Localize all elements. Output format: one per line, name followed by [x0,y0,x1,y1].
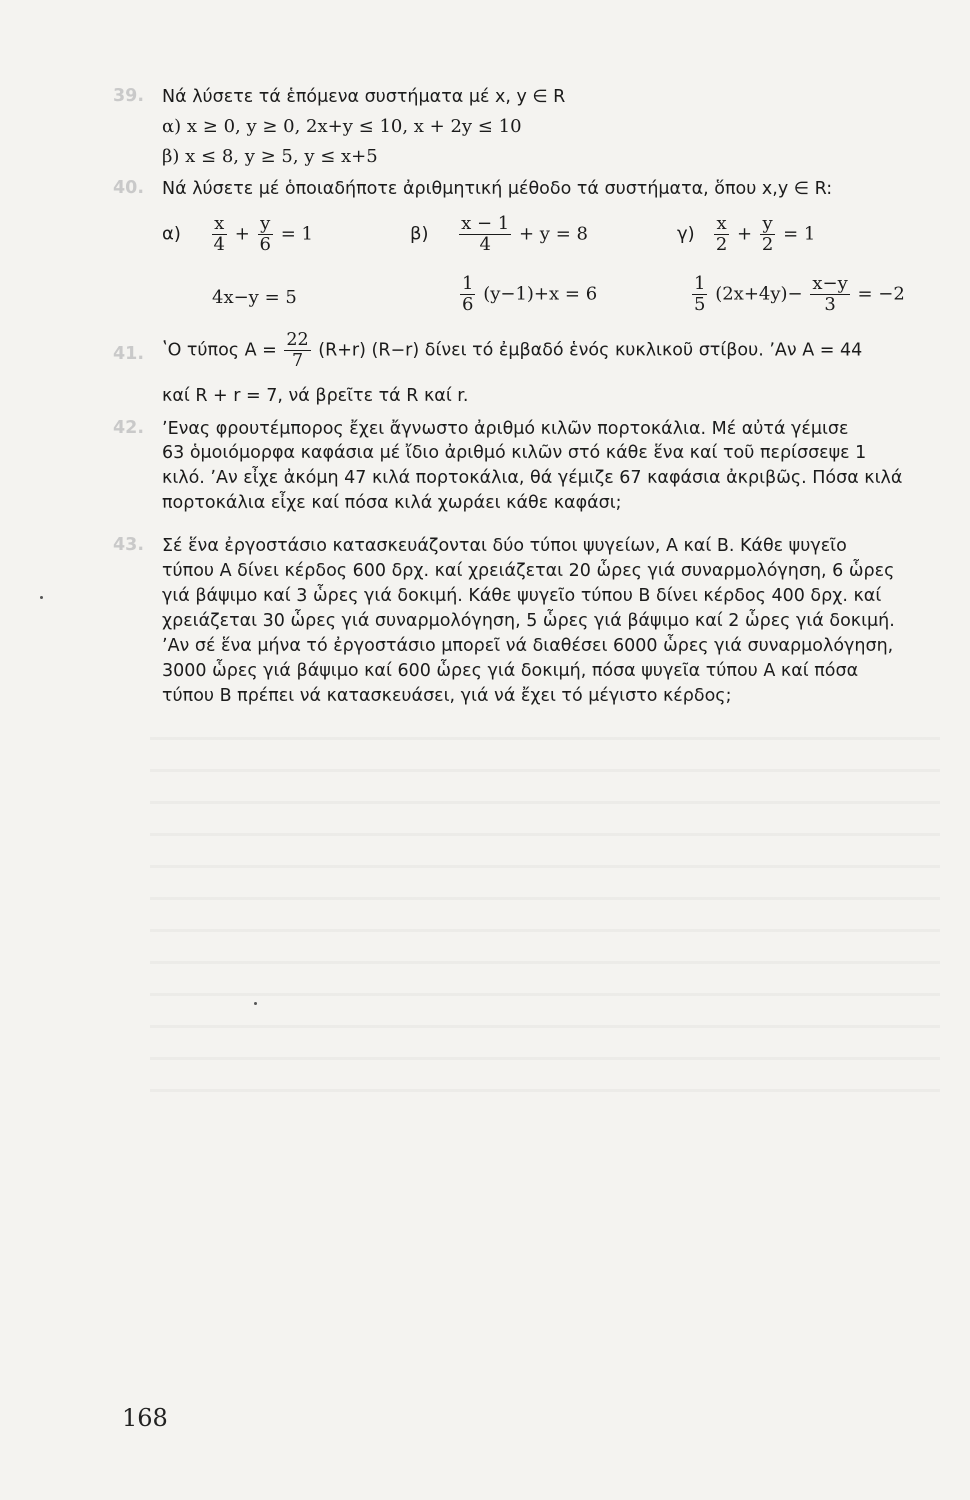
label-a: α) [162,223,181,245]
speck [40,596,43,599]
exercise-40-c-eq1: γ) $\frac{x}{2}$ + $\frac{y}{2}$ = 1 [677,213,816,255]
speck [254,1002,257,1005]
exercise-43-line: ʼΑν σέ ἕνα μήνα τό ἐργοστάσιο μπορεῖ νά διαθέσει 6000 ὧρες γιά συναρμολόγηση, [162,636,894,656]
exercise-40-text: Νά λύσετε μέ ὁποιαδήποτε ἀριθμητική μέθοδο τά συστήματα, ὅπου x,y ∈ R: [162,179,833,199]
label-b: β) [410,223,429,245]
fraction: $\frac{y}{2}$ [761,213,774,255]
exercise-42-line: πορτοκάλια εἶχε καί πόσα κιλά χωράει κάθε καφάσι; [162,493,622,513]
exercise-42-line: κιλό. ʼΑν εἶχε ἀκόμη 47 κιλά πορτοκάλια, θά γέμιζε 67 καφάσια ἀκριβῶς. Πόσα κιλά [162,468,903,488]
exercise-43-line: Σέ ἕνα ἐργοστάσιο κατασκευάζονται δύο τύποι ψυγείων, A καί B. Κάθε ψυγεῖο [162,536,847,556]
exercise-41-line-1: ʽΟ τύπος A = $\frac{22}{7}$ (R+r) (R−r) δίνει τό ἐμβαδό ἑνός κυκλικοῦ στίβου. ʼΑν A = 44 [162,330,863,371]
exercise-39-number: 39. [113,86,145,106]
exercise-40-number: 40. [113,178,145,198]
page-number: 168 [122,1404,168,1432]
exercise-42-line: 63 ὁμοιόμορφα καφάσια μέ ἴδιο ἀριθμό κιλῶν στό κάθε ἕνα καί τοῦ περίσσεψε 1 [162,443,867,463]
exercise-40-b-eq1: β) $\frac{x - 1}{4}$ + y = 8 [410,213,588,255]
fraction: $\frac{x - 1}{4}$ [461,213,510,255]
exercise-43-number: 43. [113,535,145,555]
label-c: γ) [677,223,695,245]
exercise-39-system-a: α) x ≥ 0, y ≥ 0, 2x+y ≤ 10, x + 2y ≤ 10 [162,116,522,137]
fraction: $\frac{1}{6}$ [462,273,474,315]
exercise-43-line: χρειάζεται 30 ὧρες γιά συναρμολόγηση, 5 ὧρες γιά βάψιμο καί 2 ὧρες γιά δοκιμή. [162,611,895,631]
exercise-40-c-eq2: $\frac{1}{5}$ (2x+4y)− $\frac{x-y}{3}$ = −2 [694,273,905,315]
exercise-43-line: τύπου A δίνει κέρδος 600 δρχ. καί χρειάζεται 20 ὧρες γιά συναρμολόγηση, 6 ὧρες [162,561,895,581]
fraction: $\frac{y}{6}$ [259,213,271,255]
exercise-41-number: 41. [113,344,145,364]
exercise-40-a-eq2: 4x−y = 5 [212,287,297,308]
exercise-39-text: Νά λύσετε τά ἑπόμενα συστήματα μέ x, y ∈ R [162,87,566,107]
show-through-text [150,715,940,1115]
fraction: $\frac{1}{5}$ [694,273,706,315]
exercise-43-line: 3000 ὧρες γιά βάψιμο καί 600 ὧρες γιά δοκιμή, πόσα ψυγεῖα τύπου A καί πόσα [162,661,859,681]
exercise-40-a-eq1: α) $\frac{x}{4}$ + $\frac{y}{6}$ = 1 [162,213,313,255]
exercise-39-system-b: β) x ≤ 8, y ≥ 5, y ≤ x+5 [162,146,378,167]
fraction: $\frac{x}{2}$ [715,213,728,255]
fraction-22-7: $\frac{22}{7}$ [286,330,309,371]
exercise-41-line-2: καί R + r = 7, νά βρεῖτε τά R καί r. [162,386,469,406]
exercise-42-line: ʼΕνας φρουτέμπορος ἔχει ἄγνωστο ἀριθμό κιλῶν πορτοκάλια. Μέ αὐτά γέμισε [162,419,849,439]
exercise-40-b-eq2: $\frac{1}{6}$ (y−1)+x = 6 [462,273,598,315]
fraction: $\frac{x}{4}$ [213,213,225,255]
exercise-42-number: 42. [113,418,145,438]
exercise-43-line: γιά βάψιμο καί 3 ὧρες γιά δοκιμή. Κάθε ψυγεῖο τύπου B δίνει κέρδος 400 δρχ. καί [162,586,882,606]
fraction: $\frac{x-y}{3}$ [812,273,848,315]
exercise-43-line: τύπου B πρέπει νά κατασκευάσει, γιά νά ἔχει τό μέγιστο κέρδος; [162,686,732,706]
